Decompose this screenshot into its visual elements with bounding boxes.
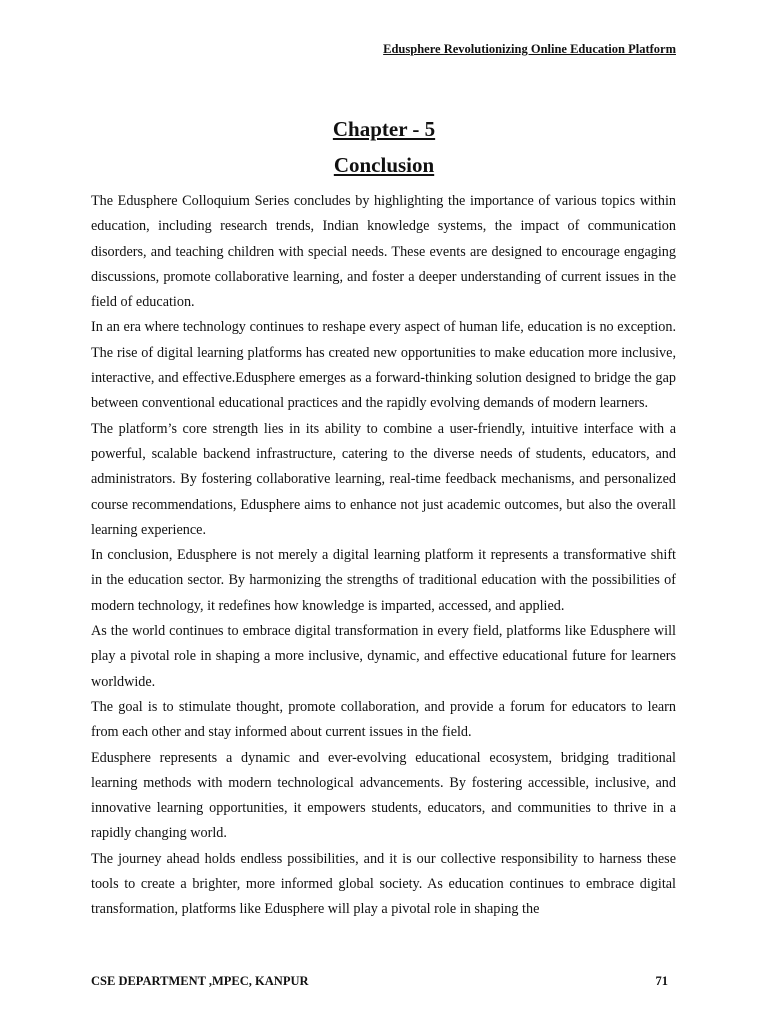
paragraph: The goal is to stimulate thought, promote collaboration, and provide a forum for educators to learn from each other and stay informed about current issues in the field. (91, 698, 676, 741)
running-header: Edusphere Revolutionizing Online Education Platform (383, 42, 676, 56)
chapter-number: Chapter - 5 (332, 117, 436, 141)
body-text (91, 189, 676, 959)
paragraph: The platform’s core strength lies in its ability to combine a user-friendly, intuitive interface with a powerful, scalable backend infrastructure, catering to the diverse needs of students, educators, and administrators. By fostering collaborative learning, real-time feedback mechanisms, and personalized course recommendations, Edusphere aims to enhance not just academic outcomes, but also the overall learning experience. (91, 420, 676, 538)
chapter-title: Conclusion (333, 153, 435, 177)
page-number: 71 (655, 974, 668, 988)
paragraph: The journey ahead holds endless possibilities, and it is our collective responsibility to harness these tools to create a brighter, more informed global society. As education continues to embrace digital transformation, platforms like Edusphere will play a pivotal role in shaping the (91, 850, 676, 918)
paragraph: The Edusphere Colloquium Series concludes by highlighting the importance of various topics within education, including research trends, Indian knowledge systems, the impact of communication disorders, and teaching children with special needs. These events are designed to encourage engaging discussions, promote collaborative learning, and foster a deeper understanding of current issues in the field of education. (91, 193, 676, 311)
paragraph: Edusphere represents a dynamic and ever-evolving educational ecosystem, bridging traditional learning methods with modern technological advancements. By fostering accessible, inclusive, and innovative learning opportunities, it empowers students, educators, and communities to thrive in a rapidly changing world. (91, 749, 676, 842)
paragraph: In conclusion, Edusphere is not merely a digital learning platform it represents a transformative shift in the education sector. By harmonizing the strengths of traditional education with the possibilities of modern technology, it redefines how knowledge is imparted, accessed, and applied. (91, 547, 676, 614)
paragraph: As the world continues to embrace digital transformation in every field, platforms like Edusphere will play a pivotal role in shaping a more inclusive, dynamic, and effective educational future for learners worldwide. (91, 623, 676, 690)
footer-department: CSE DEPARTMENT ,MPEC, KANPUR (91, 974, 309, 988)
paragraph: In an era where technology continues to reshape every aspect of human life, education is no exception. The rise of digital learning platforms has created new opportunities to make education more inclusive, interactive, and effective.Edusphere emerges as a forward-thinking solution designed to bridge the gap between conventional educational practices and the rapidly evolving demands of modern learners. (91, 319, 676, 412)
